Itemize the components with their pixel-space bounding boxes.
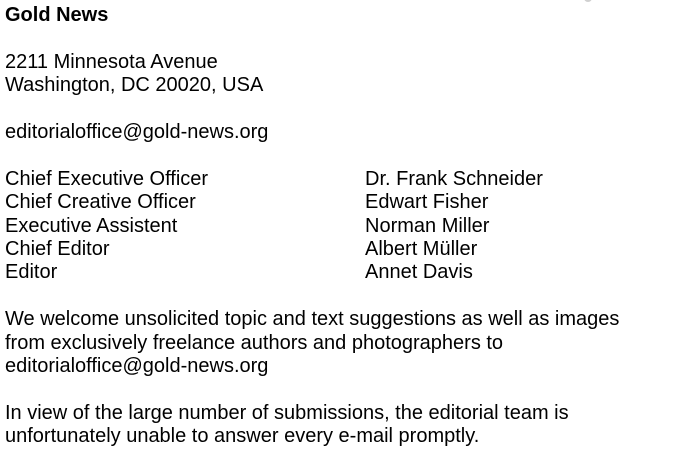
address-street: 2211 Minnesota Avenue: [5, 50, 218, 73]
staff-role: Chief Creative Officer: [5, 191, 196, 214]
staff-name: Edwart Fisher: [365, 191, 489, 214]
staff-list: [5, 168, 675, 285]
submissions-email[interactable]: editorialoffice@gold-news.org: [5, 355, 269, 378]
spacer: [5, 98, 675, 121]
spacer: [5, 285, 675, 308]
staff-row: [5, 168, 675, 191]
notice-paragraph: [5, 402, 675, 449]
submissions-line: We welcome unsolicited topic and text suggestions as well as images: [5, 308, 620, 331]
staff-name: Norman Miller: [365, 214, 490, 237]
contact-email[interactable]: editorialoffice@gold-news.org: [5, 121, 269, 143]
imprint-page: [5, 4, 675, 449]
staff-role: Editor: [5, 261, 58, 284]
corner-dot: [584, 0, 592, 2]
submissions-paragraph: [5, 308, 675, 378]
staff-row: [5, 261, 675, 284]
spacer: [5, 27, 675, 50]
staff-row: [5, 215, 675, 238]
notice-line: In view of the large number of submissions, the editorial team is: [5, 401, 569, 424]
spacer: [5, 378, 675, 401]
staff-name: Dr. Frank Schneider: [365, 167, 543, 190]
staff-role: Chief Editor: [5, 238, 110, 261]
staff-name: Albert Müller: [365, 238, 478, 261]
staff-role: Chief Executive Officer: [5, 167, 209, 190]
staff-row: [5, 238, 675, 261]
publication-title: Gold News: [5, 4, 109, 26]
submissions-line: from exclusively freelance authors and photographers to: [5, 331, 504, 354]
address-city: Washington, DC 20020, USA: [5, 74, 264, 97]
spacer: [5, 144, 675, 167]
staff-name: Annet Davis: [365, 261, 473, 284]
staff-role: Executive Assistent: [5, 214, 178, 237]
staff-row: [5, 191, 675, 214]
notice-line: unfortunately unable to answer every e-mail promptly.: [5, 425, 480, 448]
